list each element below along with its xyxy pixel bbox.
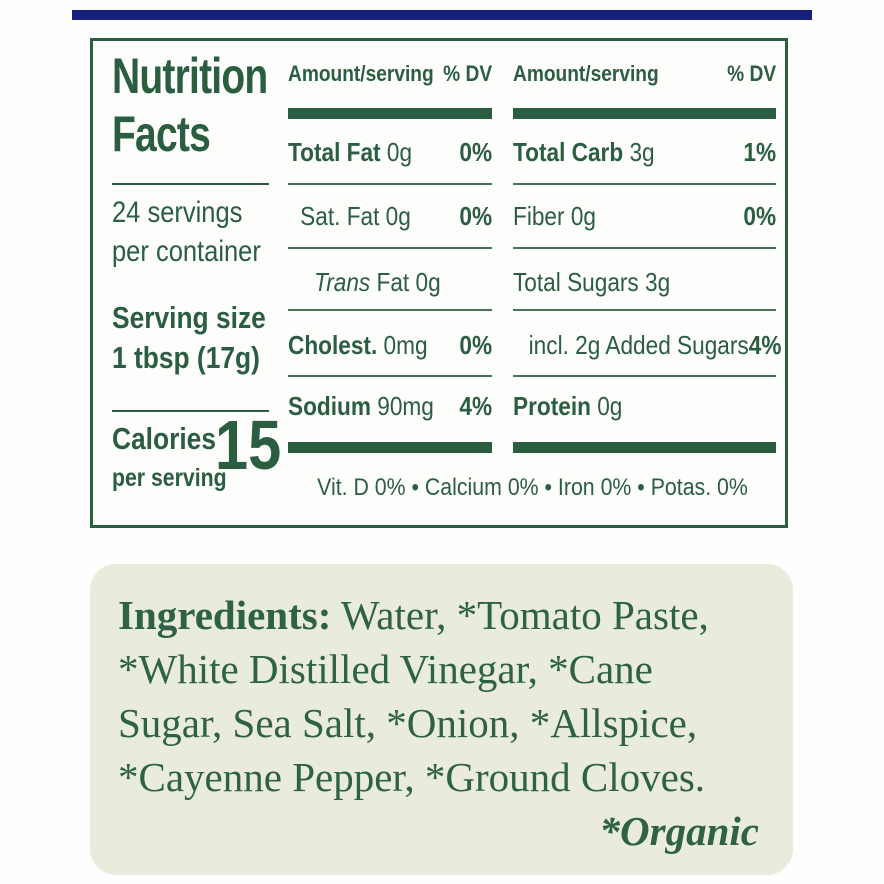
calories-value: 15 xyxy=(215,406,282,484)
top-accent-bar xyxy=(72,10,812,20)
separator-bar xyxy=(288,442,492,453)
dv-header: % DV xyxy=(727,61,777,86)
servings-per-container xyxy=(112,193,287,271)
serving-size xyxy=(112,298,293,378)
row-total-carb xyxy=(513,135,776,169)
row-dv: 4% xyxy=(748,330,782,360)
row-label: Protein 0g xyxy=(513,391,623,421)
left-column-header xyxy=(288,59,492,89)
ingredients-line: *White Distilled Vinegar, *Cane xyxy=(118,646,653,692)
nutrition-facts-panel xyxy=(90,38,788,528)
row-label: Total Carb 3g xyxy=(513,137,655,167)
row-divider xyxy=(288,309,492,311)
row-dv: 0% xyxy=(459,137,493,167)
row-dv: 0% xyxy=(459,201,493,231)
amount-serving-header: Amount/serving xyxy=(513,61,659,86)
separator-bar xyxy=(513,442,776,453)
serving-size-label: Serving size xyxy=(112,300,266,335)
ingredients-line: Sugar, Sea Salt, *Onion, *Allspice, xyxy=(118,700,698,746)
row-dv: 0% xyxy=(743,201,777,231)
row-label: Fiber 0g xyxy=(513,201,596,231)
row-label: incl. 2g Added Sugars xyxy=(528,330,749,360)
row-divider xyxy=(513,247,776,249)
row-trans-fat xyxy=(288,265,492,299)
micronutrients-row: Vit. D 0% • Calcium 0% • Iron 0% • Potas. 0% xyxy=(317,474,748,501)
row-added-sugars xyxy=(513,328,782,362)
row-divider xyxy=(513,375,776,377)
row-protein xyxy=(513,389,776,423)
servings-line1: 24 servings xyxy=(112,196,243,229)
row-divider xyxy=(513,183,776,185)
row-label: Cholest. 0mg xyxy=(288,330,428,360)
row-divider xyxy=(513,309,776,311)
row-label: Trans Fat 0g xyxy=(314,267,441,297)
row-sodium xyxy=(288,389,492,423)
row-label: Total Fat 0g xyxy=(288,137,413,167)
row-label: Total Sugars 3g xyxy=(513,267,671,297)
row-total-sugars xyxy=(513,265,776,299)
title-line1: Nutrition xyxy=(112,48,268,104)
ingredients-panel xyxy=(90,564,793,875)
amount-serving-header: Amount/serving xyxy=(288,61,434,86)
row-cholesterol xyxy=(288,328,492,362)
row-divider xyxy=(288,375,492,377)
row-label: Sat. Fat 0g xyxy=(300,201,411,231)
row-dv: 1% xyxy=(743,137,777,167)
serving-size-value: 1 tbsp (17g) xyxy=(112,340,260,375)
row-dv: 0% xyxy=(459,330,493,360)
ingredients-line: Ingredients: Water, *Tomato Paste, xyxy=(118,592,709,638)
separator-bar xyxy=(513,108,776,119)
ingredients-line: *Cayenne Pepper, *Ground Cloves. xyxy=(118,754,706,800)
servings-line2: per container xyxy=(112,235,261,268)
organic-footnote: *Organic xyxy=(599,808,759,854)
row-dv: 4% xyxy=(459,391,493,421)
row-total-fat xyxy=(288,135,492,169)
calories-sub-label: per serving xyxy=(112,464,227,492)
row-sat-fat xyxy=(288,199,492,233)
dv-header: % DV xyxy=(443,61,493,86)
row-fiber xyxy=(513,199,776,233)
nutrition-facts-title xyxy=(112,47,311,163)
row-label: Sodium 90mg xyxy=(288,391,434,421)
right-column-header xyxy=(513,59,776,89)
title-line2: Facts xyxy=(112,106,210,162)
row-divider xyxy=(288,183,492,185)
calories-label: Calories xyxy=(112,421,216,456)
title-rule xyxy=(112,183,269,185)
separator-bar xyxy=(288,108,492,119)
row-divider xyxy=(288,247,492,249)
